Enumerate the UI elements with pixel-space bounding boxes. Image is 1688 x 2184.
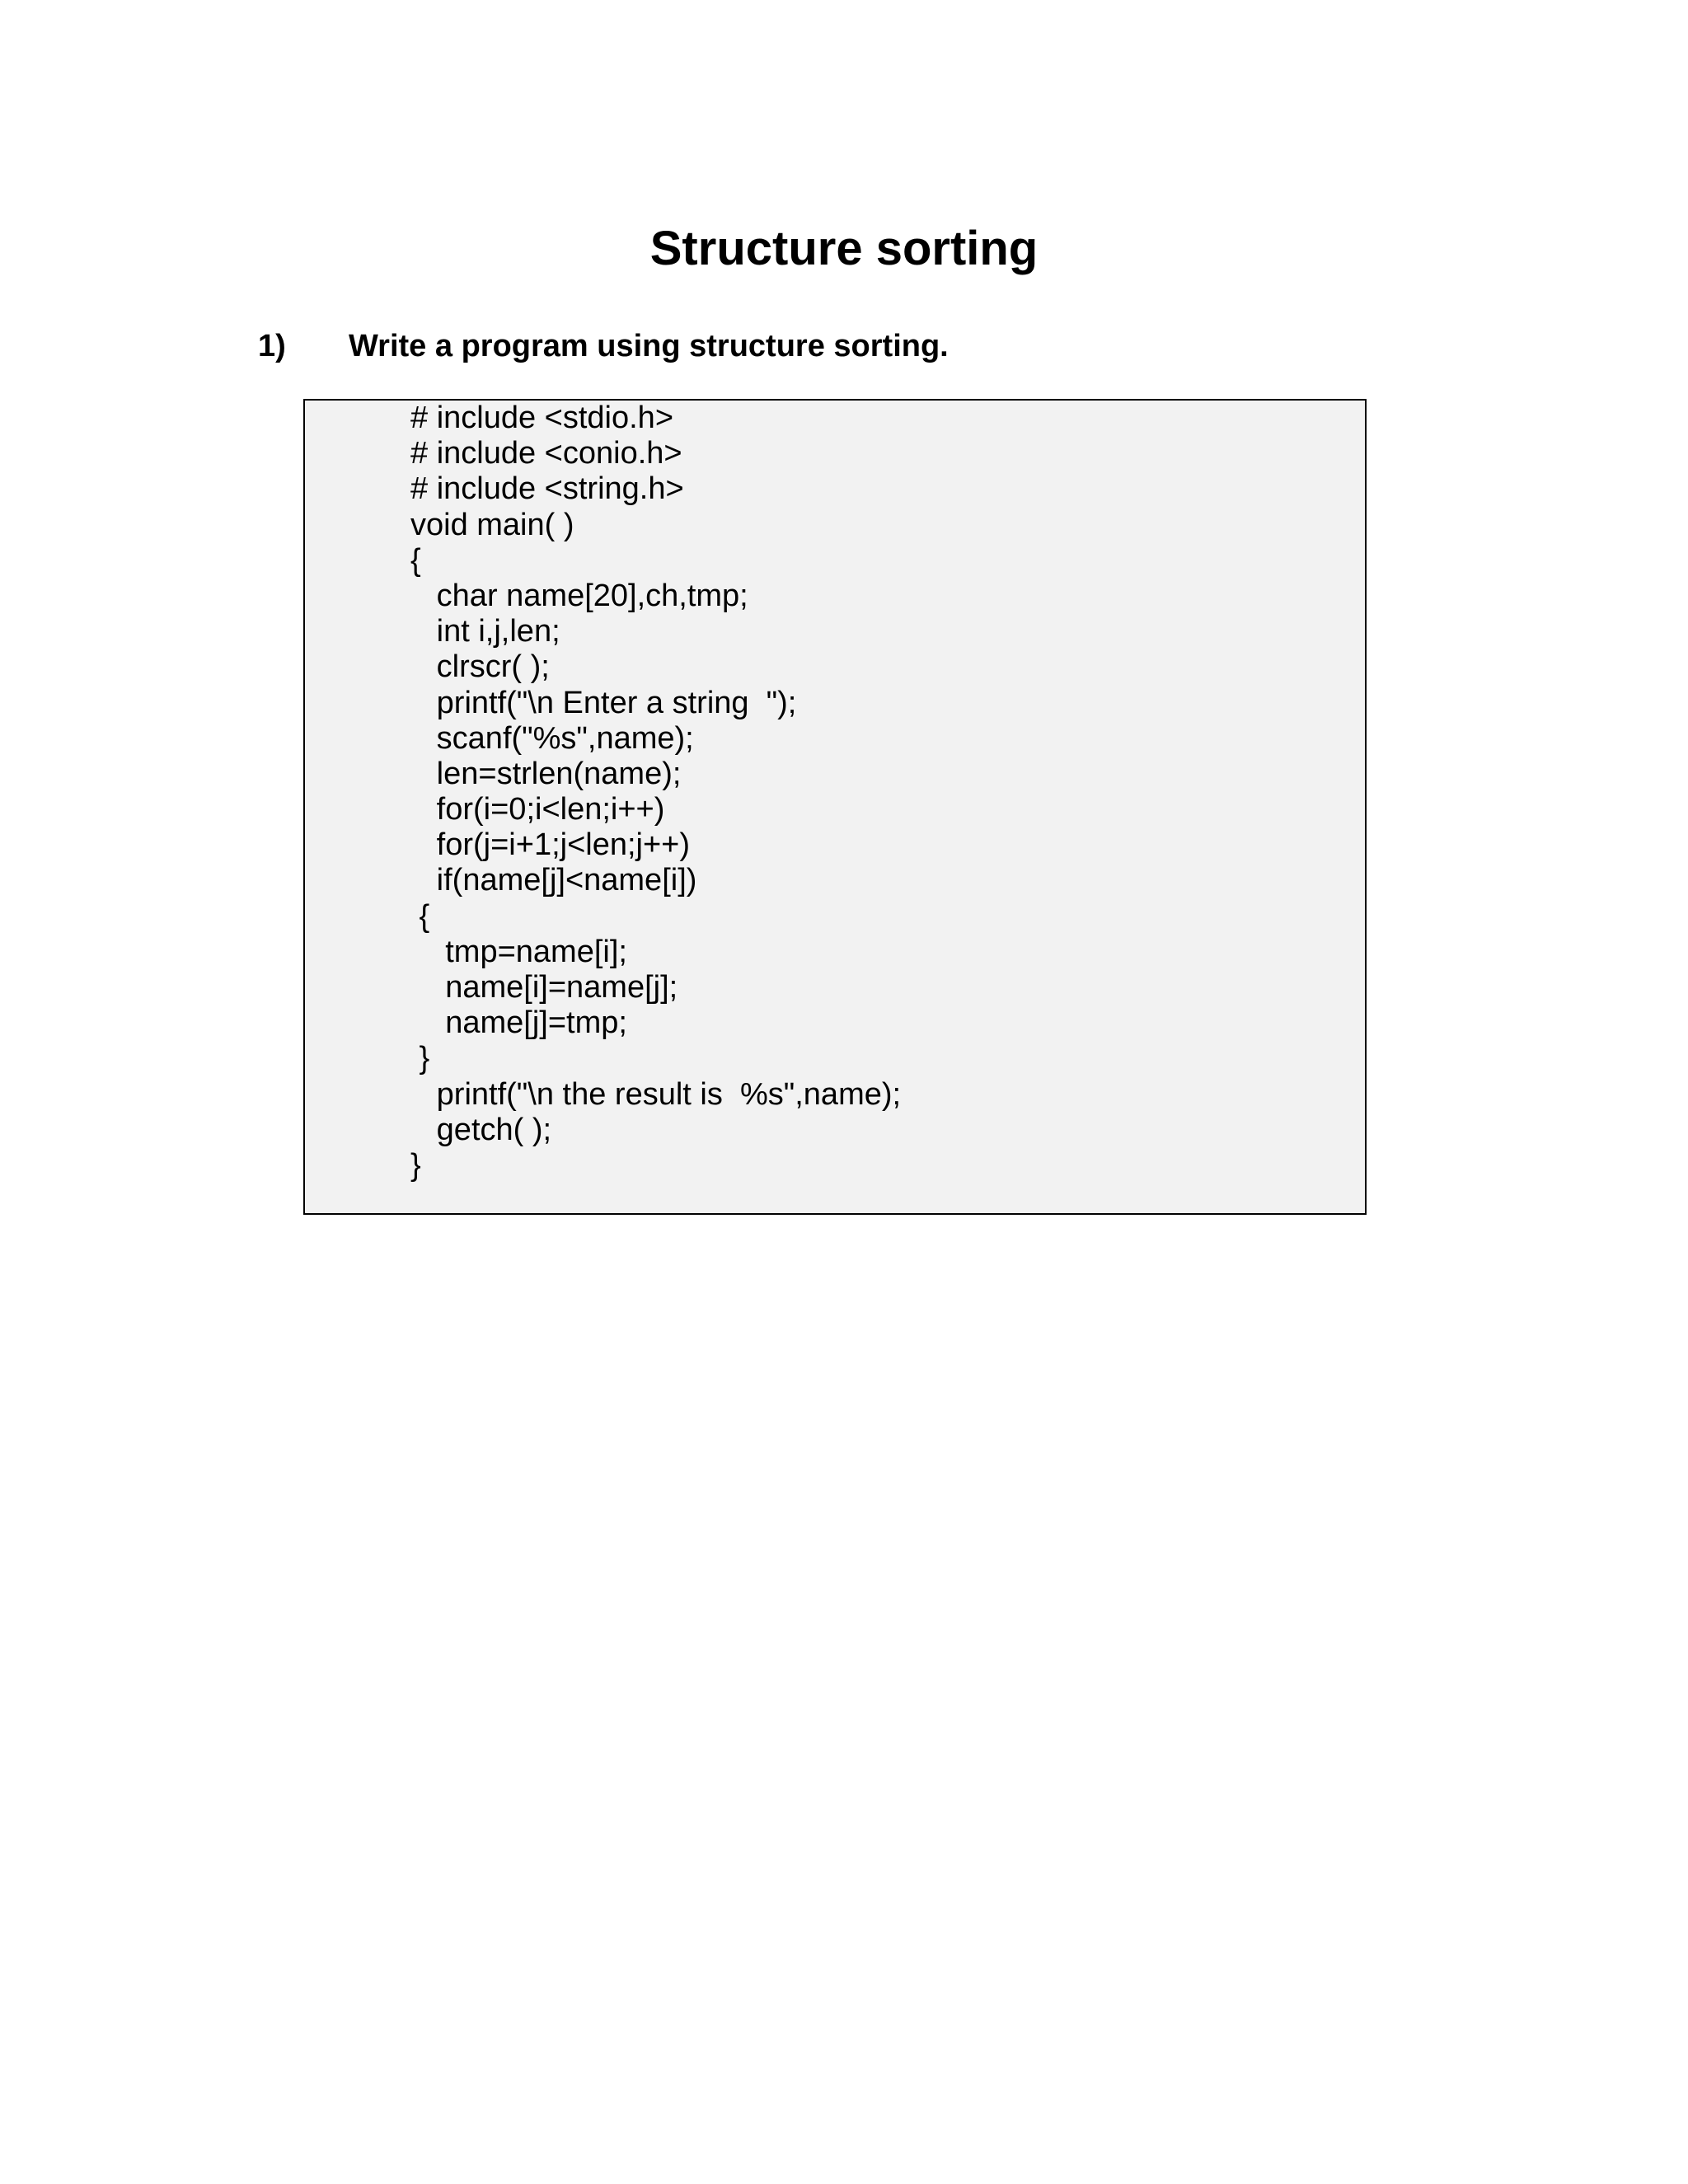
question-number: 1) [258,329,286,363]
code-line: len=strlen(name); [410,756,682,791]
code-line: void main( ) [410,507,574,542]
code-line: getch( ); [410,1112,552,1147]
code-line: { [410,898,430,934]
code-line: for(j=i+1;j<len;j++) [410,827,691,863]
code-line: tmp=name[i]; [410,934,627,969]
code-listing [410,401,901,1183]
code-line: char name[20],ch,tmp; [410,578,748,613]
code-line: scanf("%s",name); [410,720,694,756]
code-line: if(name[j]<name[i]) [410,863,697,898]
code-line: # include <conio.h> [410,436,682,471]
code-line: name[i]=name[j]; [410,970,678,1005]
code-line: for(i=0;i<len;i++) [410,792,665,827]
code-line: int i,j,len; [410,614,560,649]
code-line: { [410,542,421,578]
code-line: name[j]=tmp; [410,1005,627,1041]
code-line: # include <stdio.h> [410,401,674,435]
question-text: Write a program using structure sorting. [349,329,949,363]
code-line: printf("\n Enter a string "); [410,685,797,720]
code-box [303,399,1367,1215]
code-line: } [410,1147,421,1183]
code-line: # include <string.h> [410,471,684,507]
code-line: } [410,1041,430,1076]
page-title: Structure sorting [649,222,1039,275]
code-line: printf("\n the result is %s",name); [410,1076,902,1112]
code-line: clrscr( ); [410,649,550,685]
